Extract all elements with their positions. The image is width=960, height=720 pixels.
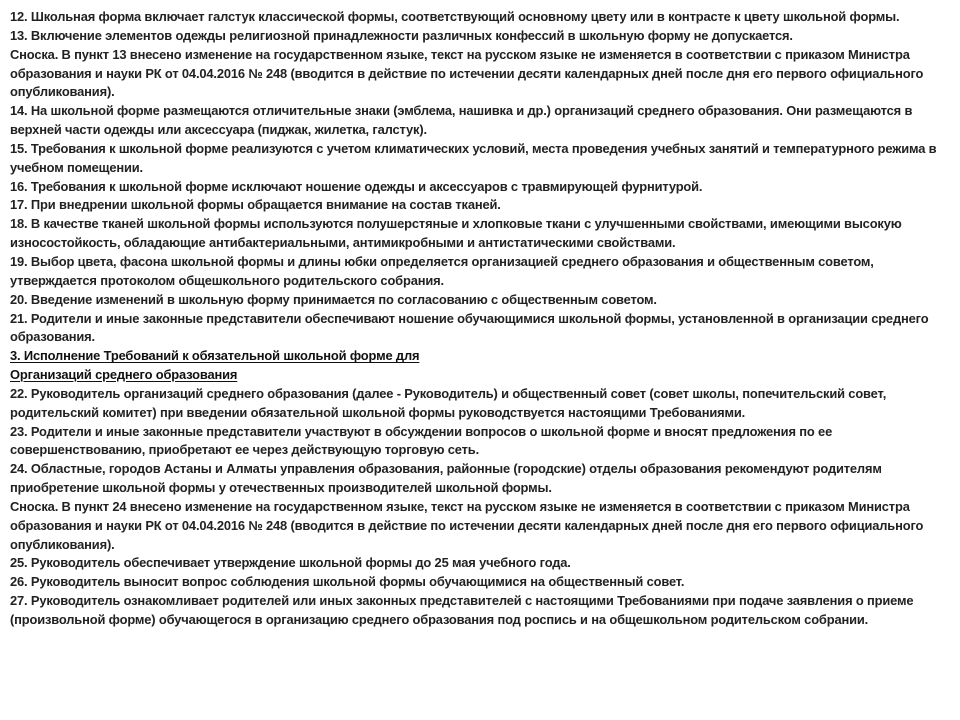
section-heading-line-1: 3. Исполнение Требований к обязательной школьной форме для [10,348,420,364]
document-body [10,8,950,630]
paragraph-item-18: 18. В качестве тканей школьной формы используются полушерстяные и хлопковые ткани с улучшенными свойствами, имеющими высокую износостойкость, обладающие антибактериальными, антимикробными и антистатическими свойствами. [10,216,902,251]
footnote-item-13: Сноска. В пункт 13 внесено изменение на государственном языке, текст на русском языке не изменяется в соответствии с приказом Министра образования и науки РК от 04.04.2016 № 248 (вводится в действие по истечении десяти календарных дней после дня его первого официального опубликования). [10,46,924,100]
paragraph-item-27: 27. Руководитель ознакомливает родителей или иных законных представителей с настоящими Требованиями при подаче заявления о приеме (произвольной форме) обучающегося в организацию среднего образования под роспись и на общешкольном родительском собрании. [10,593,914,627]
paragraph-item-15: 15. Требования к школьной форме реализуются с учетом климатических условий, места проведения учебных занятий и температурного режима в учебном помещении. [10,140,937,175]
paragraph-item-17: 17. При внедрении школьной формы обращается внимание на состав тканей. [10,197,501,213]
paragraph-item-20: 20. Введение изменений в школьную форму принимается по согласованию с общественным советом. [10,291,657,307]
section-heading-line-2: Организаций среднего образования [10,367,238,383]
paragraph-item-19: 19. Выбор цвета, фасона школьной формы и длины юбки определяется организацией среднего образования и общественным советом, утверждается протоколом общешкольного родительского собрания. [10,253,874,288]
paragraph-item-14: 14. На школьной форме размещаются отличительные знаки (эмблема, нашивка и др.) организаций среднего образования. Они размещаются в верхней части одежды или аксессуара (пиджак, жилетка, галстук). [10,103,913,138]
paragraph-item-21: 21. Родители и иные законные представители обеспечивают ношение обучающимися школьной формы, установленной в организации среднего образования. [10,310,929,345]
paragraph-item-16: 16. Требования к школьной форме исключают ношение одежды и аксессуаров с травмирующей фурнитурой. [10,178,703,194]
paragraph-item-13: 13. Включение элементов одежды религиозной принадлежности различных конфессий в школьную форму не допускается. [10,27,793,43]
paragraph-item-22: 22. Руководитель организаций среднего образования (далее - Руководитель) и общественный совет (совет школы, попечительский совет, родительский комитет) при введении обязательной школьной формы руководствуется настоящими Требованиями. [10,385,887,420]
paragraph-item-25: 25. Руководитель обеспечивает утверждение школьной формы до 25 мая учебного года. [10,555,571,571]
footnote-item-24: Сноска. В пункт 24 внесено изменение на государственном языке, текст на русском языке не изменяется в соответствии с приказом Министра образования и науки РК от 04.04.2016 № 248 (вводится в действие по истечении десяти календарных дней после дня его первого официального опубликования). [10,498,924,552]
paragraph-item-23: 23. Родители и иные законные представители участвуют в обсуждении вопросов о школьной форме и вносят предложения по ее совершенствованию, приобретают ее через действующую торговую сеть. [10,423,833,458]
paragraph-item-26: 26. Руководитель выносит вопрос соблюдения школьной формы обучающимися на общественный совет. [10,574,685,590]
paragraph-item-24: 24. Областные, городов Астаны и Алматы управления образования, районные (городские) отделы образования рекомендуют родителям приобретение школьной формы у отечественных производителей школьной формы. [10,461,882,496]
paragraph-item-12: 12. Школьная форма включает галстук классической формы, соответствующий основному цвету или в контрасте к цвету школьной формы. [10,9,900,24]
section-heading [10,347,950,385]
